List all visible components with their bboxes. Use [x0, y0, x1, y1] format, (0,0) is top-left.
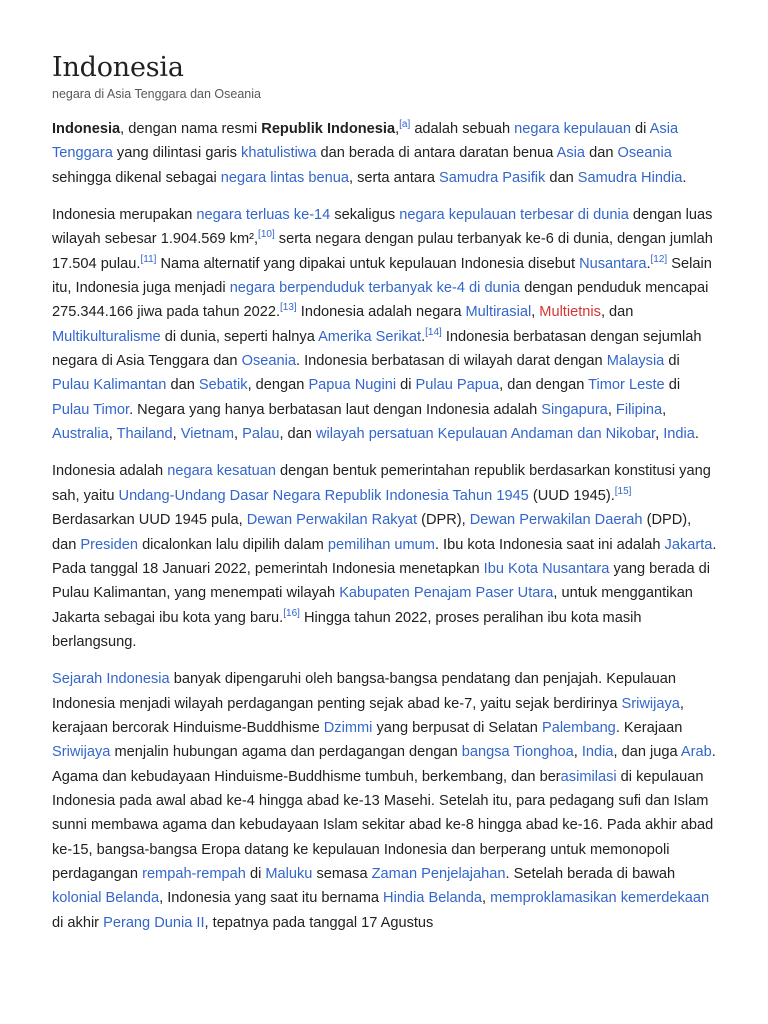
article-link[interactable]: Oseania [617, 145, 672, 162]
article-link[interactable]: India [663, 426, 695, 443]
article-link[interactable]: Dewan Perwakilan Rakyat [246, 512, 418, 529]
article-link[interactable]: Dewan Perwakilan Daerah [469, 512, 643, 529]
citation-ref[interactable]: [11] [140, 253, 157, 265]
body-text: , [108, 426, 117, 443]
body-text: yang berada di Pulau Kalimantan, yang menempati wilayah [52, 560, 711, 602]
body-text: , dan dengan [499, 377, 589, 394]
article-link[interactable]: Undang-Undang Dasar Negara Republik Indonesia Tahun 1945 [118, 487, 529, 504]
body-text: dan [166, 377, 199, 394]
article-link[interactable]: Singapura [541, 401, 608, 418]
article [52, 50, 718, 948]
article-link[interactable]: Sejarah Indonesia [52, 671, 170, 688]
article-link[interactable]: Arab [680, 744, 712, 761]
body-text: dan [545, 169, 578, 186]
body-text: Indonesia merupakan [52, 207, 197, 224]
article-link[interactable]: Asia [556, 145, 586, 162]
article-link[interactable]: Presiden [80, 536, 139, 553]
body-text: di dunia, seperti halnya [160, 328, 319, 345]
body-text: Hingga tahun 2022, proses peralihan ibu kota masih berlangsung. [52, 609, 642, 650]
body-text: . Negara yang hanya berbatasan laut dengan Indonesia adalah [129, 401, 542, 418]
bold-term: Indonesia [52, 121, 121, 137]
body-text: di [664, 353, 680, 370]
body-text: . Pada tanggal 18 Januari 2022, pemerintah Indonesia menetapkan [52, 536, 717, 577]
body-text: , [482, 890, 491, 907]
article-link[interactable]: Pulau Timor [52, 401, 130, 418]
paragraph-government [52, 459, 718, 654]
body-text: , kerajaan bercorak Hinduisme-Buddhisme [52, 695, 684, 736]
body-text: di akhir [52, 914, 104, 931]
article-link[interactable]: asimilasi [560, 768, 617, 785]
article-link[interactable]: negara terluas ke-14 [196, 207, 331, 224]
article-link[interactable]: memproklamasikan kemerdekaan [490, 890, 710, 907]
body-text: di [396, 377, 416, 394]
body-text: di [664, 377, 681, 394]
body-text: serta negara dengan pulau terbanyak ke-6 di dunia, dengan jumlah 17.504 pulau. [52, 231, 713, 272]
body-text: Indonesia adalah negara [296, 304, 466, 321]
article-link[interactable]: Multietnis [539, 304, 601, 321]
body-text: dengan penduduk mencapai 275.344.166 jiwa pada tahun 2022. [52, 280, 709, 321]
citation-ref[interactable]: [12] [650, 253, 668, 265]
article-link[interactable]: Ibu Kota Nusantara [483, 560, 610, 577]
body-text: . [694, 426, 699, 443]
article-link[interactable]: Palembang [541, 719, 616, 736]
paragraph-history [52, 667, 718, 935]
body-text: (UUD 1945). [528, 487, 615, 504]
article-link[interactable]: negara kepulauan [514, 121, 631, 137]
citation-ref[interactable]: [14] [425, 326, 442, 338]
article-link[interactable]: Multikulturalisme [52, 328, 161, 345]
article-link[interactable]: negara berpenduduk terbanyak ke-4 di dunia [229, 280, 521, 297]
article-link[interactable]: Oseania [241, 353, 296, 370]
article-link[interactable]: Perang Dunia II [103, 914, 205, 931]
article-link[interactable]: Dzimmi [323, 719, 373, 736]
article-link[interactable]: Sriwijaya [621, 695, 680, 712]
body-text: . [646, 255, 651, 272]
body-text: Berdasarkan UUD 1945 pula, [52, 512, 247, 529]
paragraph-intro [52, 117, 718, 190]
article-link[interactable]: kolonial Belanda [52, 890, 160, 907]
citation-ref[interactable]: [10] [258, 229, 275, 241]
article-link[interactable]: negara kesatuan [167, 463, 276, 480]
article-link[interactable]: rempah-rempah [142, 865, 246, 882]
body-text: , [531, 304, 540, 321]
body-text: . [682, 169, 687, 186]
body-text: . [421, 328, 426, 345]
paragraph-geography [52, 203, 718, 446]
article-link[interactable]: negara lintas benua [220, 169, 349, 186]
body-text: dan berada di antara daratan benua [316, 145, 557, 162]
body-text: , dan [600, 304, 634, 321]
body-text: semasa [312, 865, 372, 882]
page-title: Indonesia [52, 52, 184, 83]
body-text: (DPD), dan [52, 512, 692, 553]
body-text: yang dilintasi garis [112, 145, 242, 162]
body-text: (DPR), [417, 512, 470, 529]
article-link[interactable]: Pulau Kalimantan [52, 377, 167, 394]
article-link[interactable]: Maluku [265, 865, 313, 882]
article-link[interactable]: Zaman Penjelajahan [371, 865, 506, 882]
article-link[interactable]: Asia Tenggara [52, 121, 679, 162]
article-link[interactable]: pemilihan umum [327, 536, 435, 553]
body-text: dan [585, 145, 618, 162]
body-text: . Setelah berada di bawah [505, 865, 676, 882]
body-text: , dan juga [613, 744, 681, 761]
article-link[interactable]: Samudra Hindia [577, 169, 683, 186]
article-link[interactable]: Papua Nugini [308, 377, 397, 394]
body-text: , [573, 744, 582, 761]
article-link[interactable]: Kabupaten Penajam Paser Utara [339, 585, 554, 602]
body-text: di [245, 865, 266, 882]
body-text: , serta antara [348, 169, 440, 186]
article-link[interactable]: Timor Leste [588, 377, 665, 394]
article-link[interactable]: negara kepulauan terbesar di dunia [399, 207, 629, 224]
body-text: Indonesia berbatasan dengan sejumlah negara di Asia Tenggara dan [52, 328, 702, 370]
article-link[interactable]: Sebatik [198, 377, 248, 394]
article-link[interactable]: Nusantara [579, 255, 647, 272]
body-text: , Indonesia yang saat itu bernama [159, 890, 384, 907]
body-text: , tepatnya pada tanggal 17 Agustus [204, 914, 434, 931]
body-text: sekaligus [330, 207, 400, 224]
article-link[interactable]: bangsa Tionghoa [461, 744, 574, 761]
article-link[interactable]: Filipina [615, 401, 663, 418]
body-text: , [662, 401, 667, 418]
body-text: di kepulauan Indonesia pada awal abad ke-4 hingga abad ke-13 Masehi. Setelah itu, para pedagang sufi dan Islam sunni membawa agama dan kebudayaan Islam sekitar abad ke-8 hingga abad ke-16. Pada akhir abad ke-15, bangsa-bangsa Eropa datang ke kepulauan Indonesia dan berperang untuk memonopoli perdagangan [52, 768, 714, 882]
body-text: . Ibu kota Indonesia saat ini adalah [434, 536, 665, 553]
body-text: , dan [279, 426, 316, 443]
body-text: menjalin hubungan agama dan perdagangan dengan [110, 744, 462, 761]
body-text: . Kerajaan [615, 719, 683, 736]
body-text: , [655, 426, 664, 443]
article-link[interactable]: Samudra Pasifik [439, 169, 546, 186]
body-text: , [395, 121, 400, 137]
article-link[interactable]: India [581, 744, 614, 761]
article-link[interactable]: Vietnam [180, 426, 235, 443]
body-text: Nama alternatif yang dipakai untuk kepulauan Indonesia disebut [156, 255, 580, 272]
body-text: banyak dipengaruhi oleh bangsa-bangsa pendatang dan penjajah. Kepulauan Indonesia menjadi wilayah perdagangan penting sejak abad ke-7, yaitu sejak berdirinya [52, 671, 676, 712]
body-text: . Agama dan kebudayaan Hinduisme-Buddhisme tumbuh, berkembang, dan ber [52, 744, 716, 785]
article-link[interactable]: Palau [242, 426, 280, 443]
article-link[interactable]: Multirasial [465, 304, 532, 321]
body-text: di [631, 121, 650, 137]
body-text: , [607, 401, 616, 418]
body-text: , [172, 426, 181, 443]
bold-term: Republik Indonesia [261, 121, 396, 137]
page-subtitle: negara di Asia Tenggara dan Oseania [52, 87, 261, 101]
article-link[interactable]: khatulistiwa [241, 145, 317, 162]
article-link[interactable]: Jakarta [664, 536, 713, 553]
body-text: adalah sebuah [410, 121, 515, 137]
article-link[interactable]: Thailand [116, 426, 173, 443]
article-link[interactable]: Sriwijaya [52, 744, 111, 761]
citation-ref[interactable]: [15] [614, 485, 632, 497]
body-text: . Indonesia berbatasan di wilayah darat dengan [295, 353, 607, 370]
body-text: Selain itu, Indonesia juga menjadi [52, 255, 712, 297]
body-text: Indonesia adalah [52, 463, 168, 480]
article-link[interactable]: Hindia Belanda [383, 890, 483, 907]
body-text: yang berpusat di Selatan [372, 719, 542, 736]
body-text: dengan bentuk pemerintahan republik berdasarkan konstitusi yang sah, yaitu [52, 463, 711, 504]
body-text: , dengan nama resmi [120, 121, 262, 137]
article-link[interactable]: Pulau Papua [415, 377, 500, 394]
citation-ref[interactable]: [13] [280, 302, 297, 314]
body-text: sehingga dikenal sebagai [52, 169, 221, 186]
article-link[interactable]: Australia [52, 426, 109, 443]
article-link[interactable]: Malaysia [606, 353, 665, 370]
body-text: , dengan [247, 377, 309, 394]
body-text: dengan luas wilayah sebesar 1.904.569 km², [52, 207, 713, 248]
article-link[interactable]: Amerika Serikat [318, 328, 422, 345]
citation-ref[interactable]: [16] [283, 607, 300, 619]
body-text: , untuk menggantikan Jakarta sebagai ibu kota yang baru. [52, 585, 693, 626]
article-link[interactable]: wilayah persatuan Kepulauan Andaman dan Nikobar [315, 426, 656, 443]
body-text: dicalonkan lalu dipilih dalam [138, 536, 328, 553]
body-text: , [234, 426, 243, 443]
citation-ref[interactable]: [a] [399, 119, 411, 131]
